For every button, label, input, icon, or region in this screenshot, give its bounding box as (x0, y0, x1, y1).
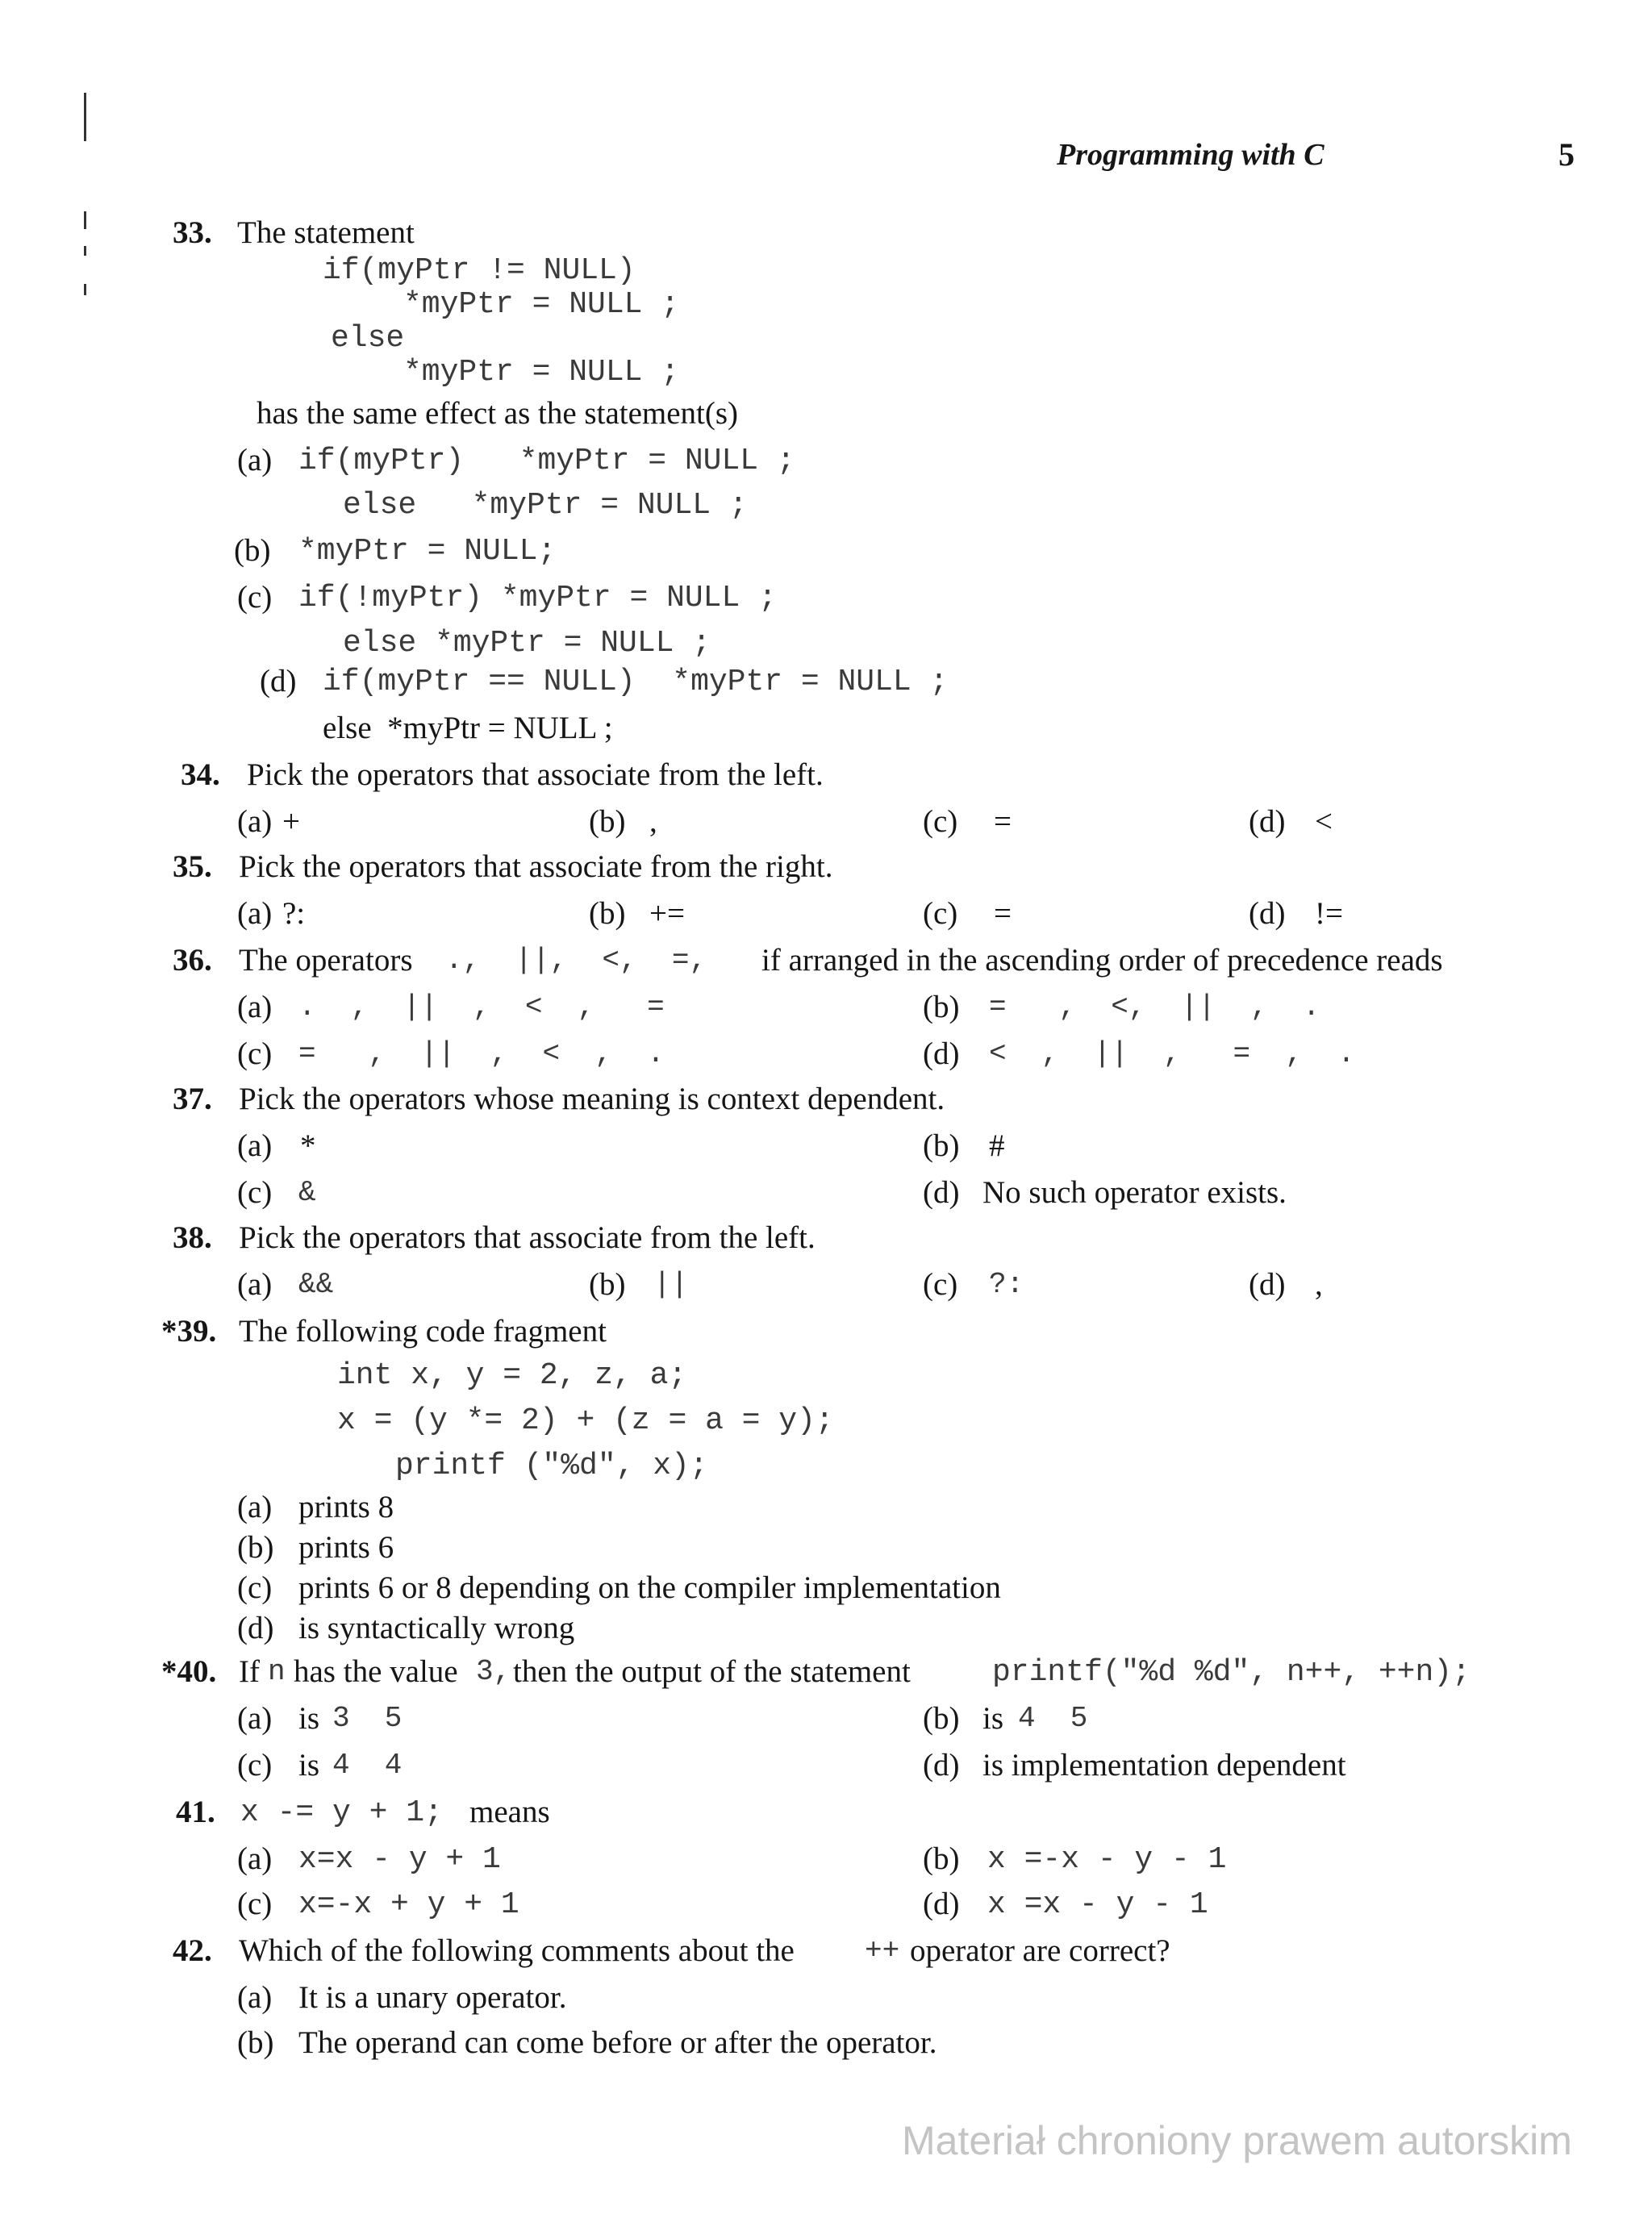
operator-list: ., ||, <, =, (445, 944, 707, 977)
option-label: (d) (923, 1175, 960, 1210)
option-value: += (649, 896, 685, 931)
option-value: & (298, 1176, 316, 1209)
option-value: && (298, 1268, 334, 1301)
option-value: = , <, || , . (989, 990, 1320, 1024)
option-code: else *myPtr = NULL ; (343, 626, 711, 661)
option-code: x=x - y + 1 (298, 1842, 501, 1877)
option-value: is syntactically wrong (298, 1611, 575, 1645)
option-value: prints 6 or 8 depending on the compiler implementation (298, 1570, 1001, 1605)
option-label: (d) (260, 664, 297, 698)
copyright-watermark: Materiał chroniony prawem autorskim (902, 2118, 1572, 2163)
question-stem-cont: if arranged in the ascending order of precedence reads (761, 943, 1443, 978)
page-number: 5 (1558, 136, 1575, 173)
option-value: ?: (282, 896, 306, 931)
question-code: x -= y + 1; (240, 1795, 443, 1830)
question-stem-cont: then the output of the statement (513, 1654, 911, 1689)
option-label: (c) (237, 1570, 273, 1605)
question-number: 38. (173, 1220, 212, 1255)
code-line: printf ("%d", x); (395, 1449, 708, 1483)
option-label: (b) (589, 804, 626, 839)
option-label: (d) (1249, 1267, 1286, 1302)
option-label: (b) (923, 1128, 960, 1163)
option-code: *myPtr = NULL; (298, 534, 557, 569)
question-number: *40. (161, 1654, 217, 1689)
option-label: (c) (923, 804, 958, 839)
option-label: (a) (237, 1267, 273, 1302)
option-label: (b) (923, 1701, 960, 1736)
scan-edge-mark (84, 93, 86, 141)
option-code: if(myPtr == NULL) *myPtr = NULL ; (323, 665, 949, 699)
option-label: (a) (237, 1490, 273, 1524)
option-label: (b) (923, 1841, 960, 1876)
option-value: # (989, 1128, 1005, 1163)
option-value: + (282, 804, 300, 839)
option-text: is (982, 1701, 1004, 1736)
code-line: *myPtr = NULL ; (403, 355, 680, 390)
option-code: x=-x + y + 1 (298, 1887, 519, 1922)
option-label: (c) (923, 896, 958, 931)
option-label: (a) (237, 443, 273, 477)
question-stem: The following code fragment (239, 1314, 607, 1349)
option-label: (b) (234, 533, 271, 568)
option-value: * (300, 1128, 316, 1163)
option-code: x =x - y - 1 (987, 1887, 1208, 1922)
option-label: (a) (237, 896, 273, 931)
option-label: (d) (1249, 896, 1286, 931)
question-stem: Which of the following comments about the (239, 1933, 795, 1968)
option-value: It is a unary operator. (298, 1980, 567, 2015)
option-label: (d) (923, 1036, 960, 1071)
question-stem: Pick the operators whose meaning is context dependent. (239, 1082, 945, 1116)
option-value: = (994, 804, 1012, 839)
option-label: (d) (923, 1748, 960, 1783)
code-line: int x, y = 2, z, a; (337, 1358, 687, 1393)
question-stem: If (239, 1654, 260, 1689)
option-label: (d) (923, 1887, 960, 1921)
scan-edge-mark (84, 246, 86, 256)
question-stem: Pick the operators that associate from the left. (247, 757, 824, 792)
option-label: (c) (237, 1036, 273, 1071)
code-line: x = (y *= 2) + (z = a = y); (337, 1403, 834, 1438)
option-code: else *myPtr = NULL ; (343, 488, 748, 523)
question-stem: Pick the operators that associate from the right. (239, 849, 833, 884)
question-number: 41. (176, 1795, 215, 1829)
question-number: 33. (173, 215, 212, 250)
option-text: is implementation dependent (982, 1748, 1346, 1783)
option-text: is (298, 1748, 320, 1783)
option-label: (c) (923, 1267, 958, 1302)
question-stem: The statement (237, 215, 415, 250)
option-code: 4 4 (332, 1749, 403, 1782)
option-label: (b) (589, 896, 626, 931)
option-value: No such operator exists. (982, 1175, 1287, 1210)
option-value: < , || , = , . (989, 1037, 1355, 1070)
question-lead: has the same effect as the statement(s) (257, 396, 739, 431)
question-number: 35. (173, 849, 212, 884)
option-label: (d) (1249, 804, 1286, 839)
question-number: 42. (173, 1933, 212, 1968)
option-code: 3 5 (332, 1702, 403, 1735)
option-code: if(myPtr) *myPtr = NULL ; (298, 444, 795, 478)
question-stem-cont: has the value (294, 1654, 458, 1689)
code-line: else (331, 321, 405, 356)
option-value: , (649, 804, 657, 839)
option-label: (a) (237, 804, 273, 839)
option-value: != (1315, 896, 1343, 931)
question-stem: means (469, 1795, 550, 1829)
question-stem-cont: operator are correct? (910, 1933, 1170, 1968)
option-code: 4 5 (1018, 1702, 1088, 1735)
option-label: (c) (237, 1175, 273, 1210)
option-label: (c) (237, 1887, 273, 1921)
option-text: is (298, 1701, 320, 1736)
option-text: else *myPtr = NULL ; (323, 711, 613, 745)
option-value: prints 8 (298, 1490, 394, 1524)
option-label: (b) (237, 2025, 274, 2060)
option-label: (a) (237, 1128, 273, 1163)
option-value: . , || , < , = (298, 990, 665, 1024)
option-value: The operand can come before or after the operator. (298, 2025, 937, 2060)
option-label: (a) (237, 1841, 273, 1876)
option-value: , (1315, 1267, 1323, 1302)
code-line: if(myPtr != NULL) (323, 253, 636, 288)
option-value: ?: (989, 1268, 1024, 1301)
question-number: *39. (161, 1314, 217, 1349)
option-value: < (1315, 804, 1333, 839)
value-literal: 3, (476, 1655, 511, 1688)
question-number: 34. (181, 757, 220, 792)
running-header-title: Programming with C (1057, 138, 1325, 172)
option-label: (a) (237, 1701, 273, 1736)
option-label: (c) (237, 580, 273, 615)
question-stem: Pick the operators that associate from the left. (239, 1220, 816, 1255)
statement-code: printf("%d %d", n++, ++n); (992, 1655, 1471, 1690)
option-code: x =-x - y - 1 (987, 1842, 1227, 1877)
option-value: = , || , < , . (298, 1037, 665, 1070)
scan-edge-mark (84, 211, 86, 229)
option-label: (a) (237, 1980, 273, 2015)
option-label: (d) (237, 1611, 274, 1645)
option-value: = (994, 896, 1012, 931)
option-value: || (653, 1268, 689, 1301)
operator-literal: ++ (865, 1934, 900, 1967)
option-label: (c) (237, 1748, 273, 1783)
option-label: (b) (923, 990, 960, 1024)
option-label: (b) (237, 1530, 274, 1565)
option-code: if(!myPtr) *myPtr = NULL ; (298, 581, 777, 615)
variable-name: n (268, 1655, 286, 1688)
scan-edge-mark (84, 284, 86, 295)
question-number: 36. (173, 943, 212, 978)
code-line: *myPtr = NULL ; (403, 287, 680, 322)
option-label: (a) (237, 990, 273, 1024)
question-number: 37. (173, 1082, 212, 1116)
question-stem: The operators (239, 943, 413, 978)
option-value: prints 6 (298, 1530, 394, 1565)
option-label: (b) (589, 1267, 626, 1302)
